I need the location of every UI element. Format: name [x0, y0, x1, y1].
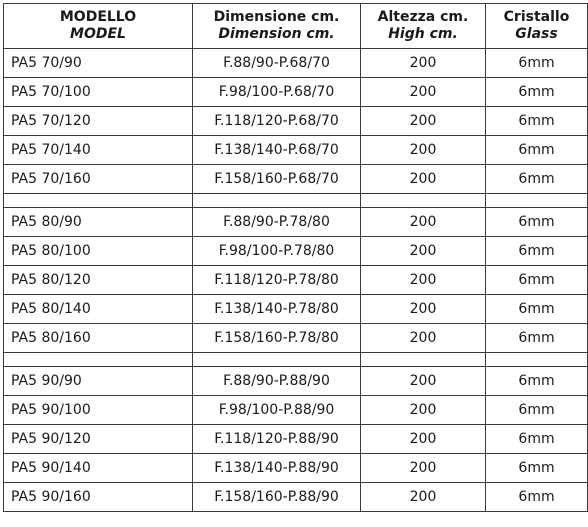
glass-cell: 6mm — [486, 49, 588, 78]
header-height-label: Altezza cm. — [377, 9, 469, 25]
model-cell: PA5 80/140 — [4, 295, 193, 324]
table-row — [4, 367, 588, 396]
dimension-cell: F.138/140-P.78/80 — [193, 295, 361, 324]
separator-cell — [193, 194, 361, 208]
group-separator-row — [4, 194, 588, 208]
table-body — [4, 49, 588, 512]
model-cell: PA5 90/100 — [4, 396, 193, 425]
glass-cell: 6mm — [486, 295, 588, 324]
model-cell: PA5 70/140 — [4, 136, 193, 165]
height-cell: 200 — [361, 295, 486, 324]
model-cell: PA5 90/140 — [4, 454, 193, 483]
dimension-cell: F.138/140-P.68/70 — [193, 136, 361, 165]
header-row — [4, 4, 588, 49]
height-cell: 200 — [361, 107, 486, 136]
dimension-cell: F.138/140-P.88/90 — [193, 454, 361, 483]
glass-cell: 6mm — [486, 396, 588, 425]
glass-cell: 6mm — [486, 78, 588, 107]
height-cell: 200 — [361, 208, 486, 237]
height-cell: 200 — [361, 49, 486, 78]
model-cell: PA5 90/120 — [4, 425, 193, 454]
model-cell: PA5 70/100 — [4, 78, 193, 107]
header-model-sub: MODEL — [70, 26, 126, 42]
height-cell: 200 — [361, 454, 486, 483]
glass-cell: 6mm — [486, 324, 588, 353]
spec-table — [3, 3, 588, 512]
height-cell: 200 — [361, 78, 486, 107]
height-cell: 200 — [361, 367, 486, 396]
dimension-cell: F.118/120-P.68/70 — [193, 107, 361, 136]
dimension-cell: F.98/100-P.68/70 — [193, 78, 361, 107]
header-model-label: MODELLO — [59, 9, 137, 25]
table-row — [4, 483, 588, 512]
table-row — [4, 396, 588, 425]
group-separator-row — [4, 353, 588, 367]
table-row — [4, 136, 588, 165]
separator-cell — [486, 353, 588, 367]
glass-cell: 6mm — [486, 237, 588, 266]
height-cell: 200 — [361, 266, 486, 295]
header-glass-sub: Glass — [515, 26, 558, 42]
height-cell: 200 — [361, 396, 486, 425]
header-dimension — [193, 4, 361, 49]
table-row — [4, 266, 588, 295]
model-cell: PA5 80/160 — [4, 324, 193, 353]
height-cell: 200 — [361, 237, 486, 266]
glass-cell: 6mm — [486, 165, 588, 194]
table-row — [4, 324, 588, 353]
model-cell: PA5 90/160 — [4, 483, 193, 512]
height-cell: 200 — [361, 165, 486, 194]
separator-cell — [361, 194, 486, 208]
dimension-cell: F.158/160-P.68/70 — [193, 165, 361, 194]
dimension-cell: F.158/160-P.78/80 — [193, 324, 361, 353]
header-dimension-label: Dimensione cm. — [213, 9, 340, 25]
separator-cell — [486, 194, 588, 208]
dimension-cell: F.118/120-P.88/90 — [193, 425, 361, 454]
dimension-cell: F.118/120-P.78/80 — [193, 266, 361, 295]
glass-cell: 6mm — [486, 454, 588, 483]
header-height — [361, 4, 486, 49]
table-row — [4, 49, 588, 78]
height-cell: 200 — [361, 483, 486, 512]
table-header — [4, 4, 588, 49]
model-cell: PA5 80/120 — [4, 266, 193, 295]
table-row — [4, 208, 588, 237]
table-row — [4, 107, 588, 136]
table-row — [4, 454, 588, 483]
header-model — [4, 4, 193, 49]
separator-cell — [193, 353, 361, 367]
header-glass — [486, 4, 588, 49]
glass-cell: 6mm — [486, 425, 588, 454]
height-cell: 200 — [361, 425, 486, 454]
dimension-cell: F.88/90-P.78/80 — [193, 208, 361, 237]
table-row — [4, 237, 588, 266]
model-cell: PA5 80/100 — [4, 237, 193, 266]
table-row — [4, 78, 588, 107]
table-row — [4, 425, 588, 454]
model-cell: PA5 70/120 — [4, 107, 193, 136]
model-cell: PA5 90/90 — [4, 367, 193, 396]
separator-cell — [4, 353, 193, 367]
header-dimension-sub: Dimension cm. — [218, 26, 335, 42]
dimension-cell: F.88/90-P.68/70 — [193, 49, 361, 78]
glass-cell: 6mm — [486, 107, 588, 136]
separator-cell — [361, 353, 486, 367]
height-cell: 200 — [361, 136, 486, 165]
model-cell: PA5 70/160 — [4, 165, 193, 194]
dimension-cell: F.98/100-P.78/80 — [193, 237, 361, 266]
glass-cell: 6mm — [486, 136, 588, 165]
header-height-sub: High cm. — [388, 26, 458, 42]
glass-cell: 6mm — [486, 483, 588, 512]
glass-cell: 6mm — [486, 208, 588, 237]
dimension-cell: F.88/90-P.88/90 — [193, 367, 361, 396]
dimension-cell: F.158/160-P.88/90 — [193, 483, 361, 512]
table-row — [4, 295, 588, 324]
height-cell: 200 — [361, 324, 486, 353]
model-cell: PA5 70/90 — [4, 49, 193, 78]
separator-cell — [4, 194, 193, 208]
table-row — [4, 165, 588, 194]
glass-cell: 6mm — [486, 266, 588, 295]
header-glass-label: Cristallo — [503, 9, 570, 25]
model-cell: PA5 80/90 — [4, 208, 193, 237]
glass-cell: 6mm — [486, 367, 588, 396]
dimension-cell: F.98/100-P.88/90 — [193, 396, 361, 425]
